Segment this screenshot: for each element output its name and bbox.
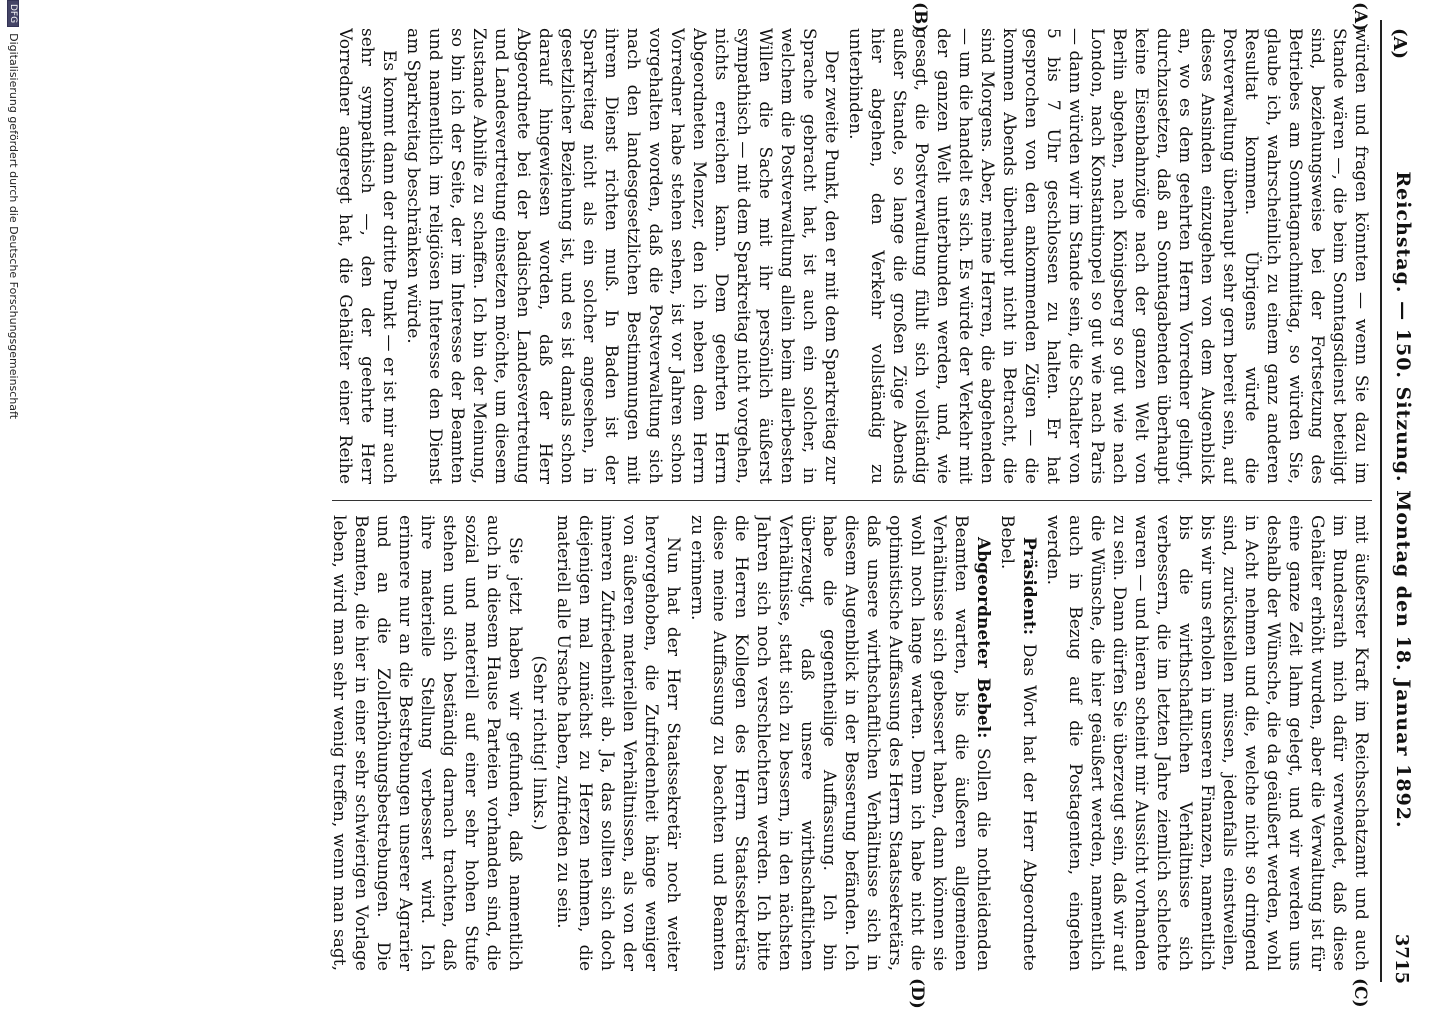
speech-text: Das Wort hat der Herr Abgeordnete Bebel. — [997, 515, 1039, 971]
page-number: 3715 — [1391, 933, 1412, 984]
credit-text: Digitalisierung gefördert durch die Deutsche Forschungsgemeinschaft — [7, 33, 20, 420]
header-rule — [1380, 20, 1382, 982]
paragraph: Es kommt dann der dritte Punkt — er ist mir auch sehr sympathisch —, den der geehrte Herr Vorredner angeregt hat, die Gehälter einer Reihe — [335, 28, 399, 484]
speech-text: Sollen die nothleidenden Beamten warten, bis die äußeren allgemeinen Verhältnisse sich gebessert haben, dann können sie wohl noch lange warten. Denn ich habe nicht die optimistische Auffassung des Herrn Staatssekretärs, daß unsere wirthschaftlichen Verhältnisse sich in diesem Augenblick in der Besserung befänden. Ich habe die gegentheilige Auffassung. Ich bin überzeugt, daß unsere wirthschaftlichen Verhältnisse, statt sich zu bessern, in den nächsten Jahren sich noch verschlechtern werden. Ich bitte die Herren Kollegen des Herrn Staatssekretärs diese meine Auffassung zu beachten und Beamten zu erinnern. — [687, 515, 993, 971]
speaker-label: Präsident: — [1019, 537, 1039, 635]
interjection: (Sehr richtig! links.) — [529, 655, 549, 831]
page-title: Reichstag. — 150. Sitzung. Montag den 18. Januar 1892. — [1392, 171, 1414, 829]
paragraph: Nun hat der Herr Staatssekretär noch weiter hervorgehoben, die Zufriedenheit hänge weniger von äußeren materiellen Verhältnissen, als von der inneren Zufriedenheit ab. Ja, das sollten sich doch diejenigen mal zunächst zu Herzen nehmen, die materiell alle Ursache haben, zufrieden zu sein. — [553, 515, 683, 971]
left-text-column — [332, 28, 1372, 484]
paragraph: würden und fragen könnten — wenn Sie dazu im Stande wären —, die beim Sonntagsdienst beteiligt sind, beziehungsweise bei der Fortsetzung des Betriebes am Sonntagnachmittag, so würden Sie, glaube ich, wahrscheinlich zu einem ganz anderen Resultat kommen. Übrigens würde die Postverwaltung überhaupt sehr gern bereit sein, auf dieses Ansinden einzugehen von dem Augenblick an, wo es dem geehrten Herrn Vorredner gelingt, durchzusetzen, daß an Sonntagabenden überhaupt keine Eisenbahnzüge nach der ganzen Welt von Berlin abgehen, nach Königsberg so gut wie nach London, nach Konstantinopel so gut wie nach Paris — dann würden wir im Stande sein, die Schalter von 5 bis 7 Uhr geschlossen zu halten. Er hat gesprochen von den ankommenden Zügen — die kommen Abends überhaupt nicht in Betracht, die sind Morgens. Aber, meine Herren, die abgehenden — um die handelt es sich. Es würde der Verkehr mit der ganzen Welt unterbunden werden, und, wie gesagt, die Postverwaltung fühlt sich vollständig außer Stande, so lange die großen Züge Abends hier abgehen, den Verkehr vollständig zu unterbinden. — [845, 28, 1371, 484]
dfg-logo: DFG — [7, 0, 19, 27]
paragraph: Der zweite Punkt, den er mit dem Sparkreitag zur Sprache gebracht hat, ist auch ein solcher, in welchem die Postverwaltung allein beim allerbesten Willen die Sache mit ihr persönlich äußerst sympathisch — mit dem Sparkreitag nicht vorgehen, nichts erreichen kann. Dem geehrten Herrn Abgeordneten Menzer, den ich neben dem Herrn Vorredner habe stehen sehen, ist vor Jahren schon vorgehalten worden, daß die Postverwaltung sich nach den landesgesetzlichen Bestimmungen mit ihrem Dienst richten muß. In Baden ist der Sparkreitag nicht als ein solcher angesehen, in gesetzlicher Beziehung ist, und es ist damals schon darauf hingewiesen worden, daß der Herr Abgeordnete bei der badischen Landesvertretung und Landesvertretung einsetzen möchte, um diesem Zustande Abhilfe zu schaffen. Ich bin der Meinung, so bin ich der Seite, der im Interesse der Beamten und namentlich im religiösen Interesse den Dienst am Sparkreitag beschränken würde. — [403, 28, 841, 484]
margin-marker-a: (A) — [1350, 2, 1370, 32]
margin-marker-d: (D) — [907, 978, 927, 1009]
right-text-column — [327, 515, 1372, 971]
paragraph: Sie jetzt haben wir gefunden, daß namentlich auch in diesem Hause Parteien vorhanden sind, die sozial und materiell auf einer sehr hohen Stufe stehen und sich beständig darnach trachten, daß ihre materielle Stellung verbessert wird. Ich erinnere nur an die Bestrebungen unserer Agrarier und an die Zollerhöhungsbestrebungen. Die Beamten, die hier in einer sehr schwierigen Vorlage leben, wird man sehr wenig treffen, wenn man sagt, — [329, 515, 525, 971]
column-divider — [332, 500, 1372, 501]
margin-marker-b: (B) — [910, 2, 930, 33]
paragraph-with-speaker — [686, 515, 994, 971]
speaker-label: Abgeordneter Bebel: — [973, 537, 993, 739]
paragraph: mit äußerster Kraft im Reichsschatzamt und auch im Bundesrath mich dafür verwendet, daß diese Gehälter erhöht wurden, aber die Verwaltung ist für eine ganze Zeit lahm gelegt, und wir werden uns deshalb der Wünsche, die da geäußert werden, wohl in Acht nehmen und die, welche nicht so dringend sind, zurückstellen müssen, jedenfalls einstweilen, bis wir uns erholen in unseren Finanzen, namentlich bis die wirthschaftlichen Verhältnisse sich verbessern, die im letzten Jahre ziemlich schlechte waren — und hieran scheint mir Aussicht vorhanden zu sein. Dann dürfen Sie überzeugt sein, daß wir auf die Wünsche, die hier geäußert werden, namentlich auch in Bezug auf die Postagenten, eingehen werden. — [1043, 515, 1371, 971]
page-header — [1389, 0, 1432, 1000]
header-margin-marker: (A) — [1389, 28, 1410, 59]
paragraph-with-speaker — [996, 515, 1040, 971]
digitization-credit — [0, 0, 20, 1000]
margin-marker-c: (C) — [1350, 978, 1370, 1008]
